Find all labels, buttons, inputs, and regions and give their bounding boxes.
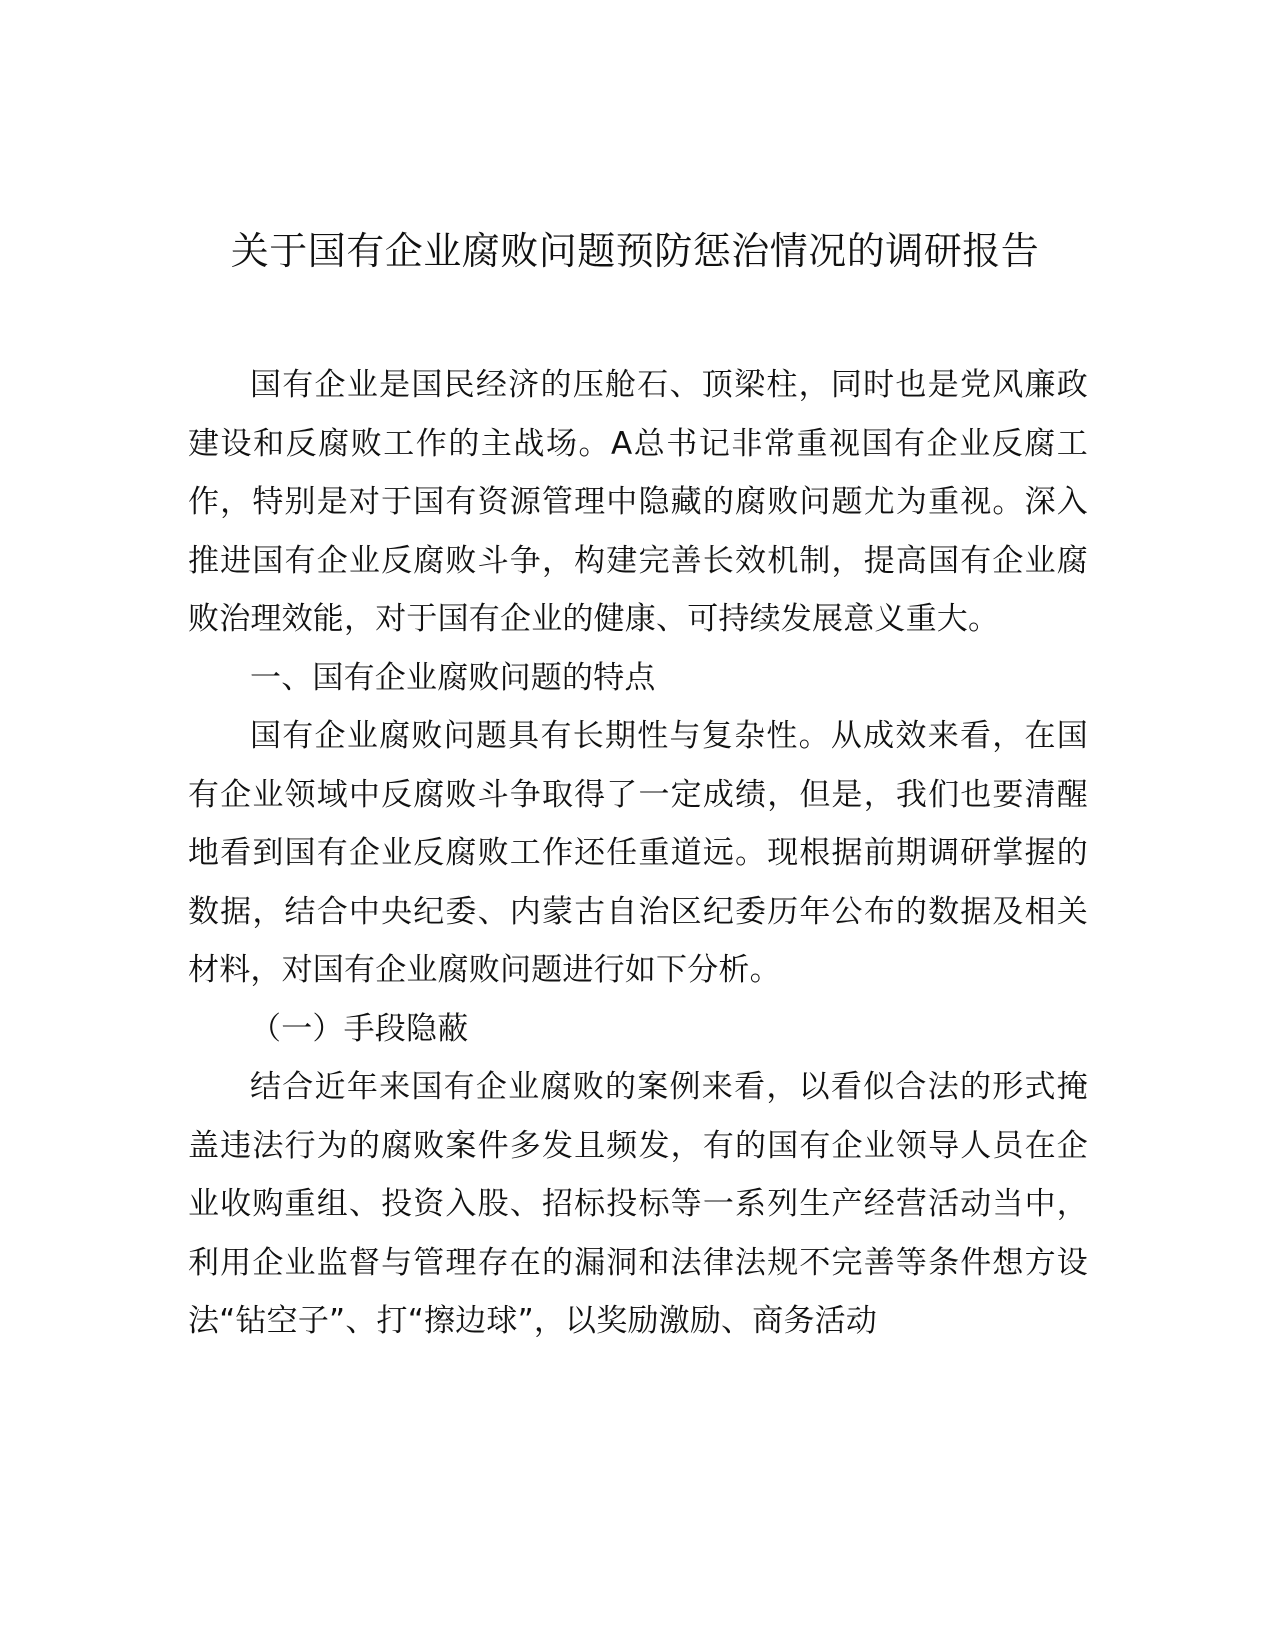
document-title: 关于国有企业腐败问题预防惩治情况的调研报告 — [230, 229, 1040, 273]
intro-paragraph: 国有企业是国民经济的压舱石、顶梁柱，同时也是党风廉政建设和反腐败工作的主战场。A总书记非常重视国有企业反腐工作，特别是对于国有资源管理中隐藏的腐败问题尤为重视。深入推进国有企业反腐败斗争，构建完善长效机制，提高国有企业腐败治理效能，对于国有企业的健康、可持续发展意义重大。 — [188, 367, 1088, 637]
section-1-paragraph: 国有企业腐败问题具有长期性与复杂性。从成效来看，在国有企业领域中反腐败斗争取得了一定成绩，但是，我们也要清醒地看到国有企业反腐败工作还任重道远。现根据前期调研掌握的数据，结合中央纪委、内蒙古自治区纪委历年公布的数据及相关材料，对国有企业腐败问题进行如下分析。 — [188, 718, 1088, 988]
subsection-1-paragraph: 结合近年来国有企业腐败的案例来看，以看似合法的形式掩盖违法行为的腐败案件多发且频发，有的国有企业领导人员在企业收购重组、投资入股、招标投标等一系列生产经营活动当中，利用企业监督与管理存在的漏洞和法律法规不完善等条件想方设法“钻空子”、打“擦边球”，以奖励激励、商务活动 — [188, 1069, 1088, 1339]
section-heading-1: 一、国有企业腐败问题的特点 — [250, 659, 656, 696]
document-body — [188, 356, 1088, 1351]
subsection-heading-1: （一）手段隐蔽 — [250, 1010, 469, 1047]
